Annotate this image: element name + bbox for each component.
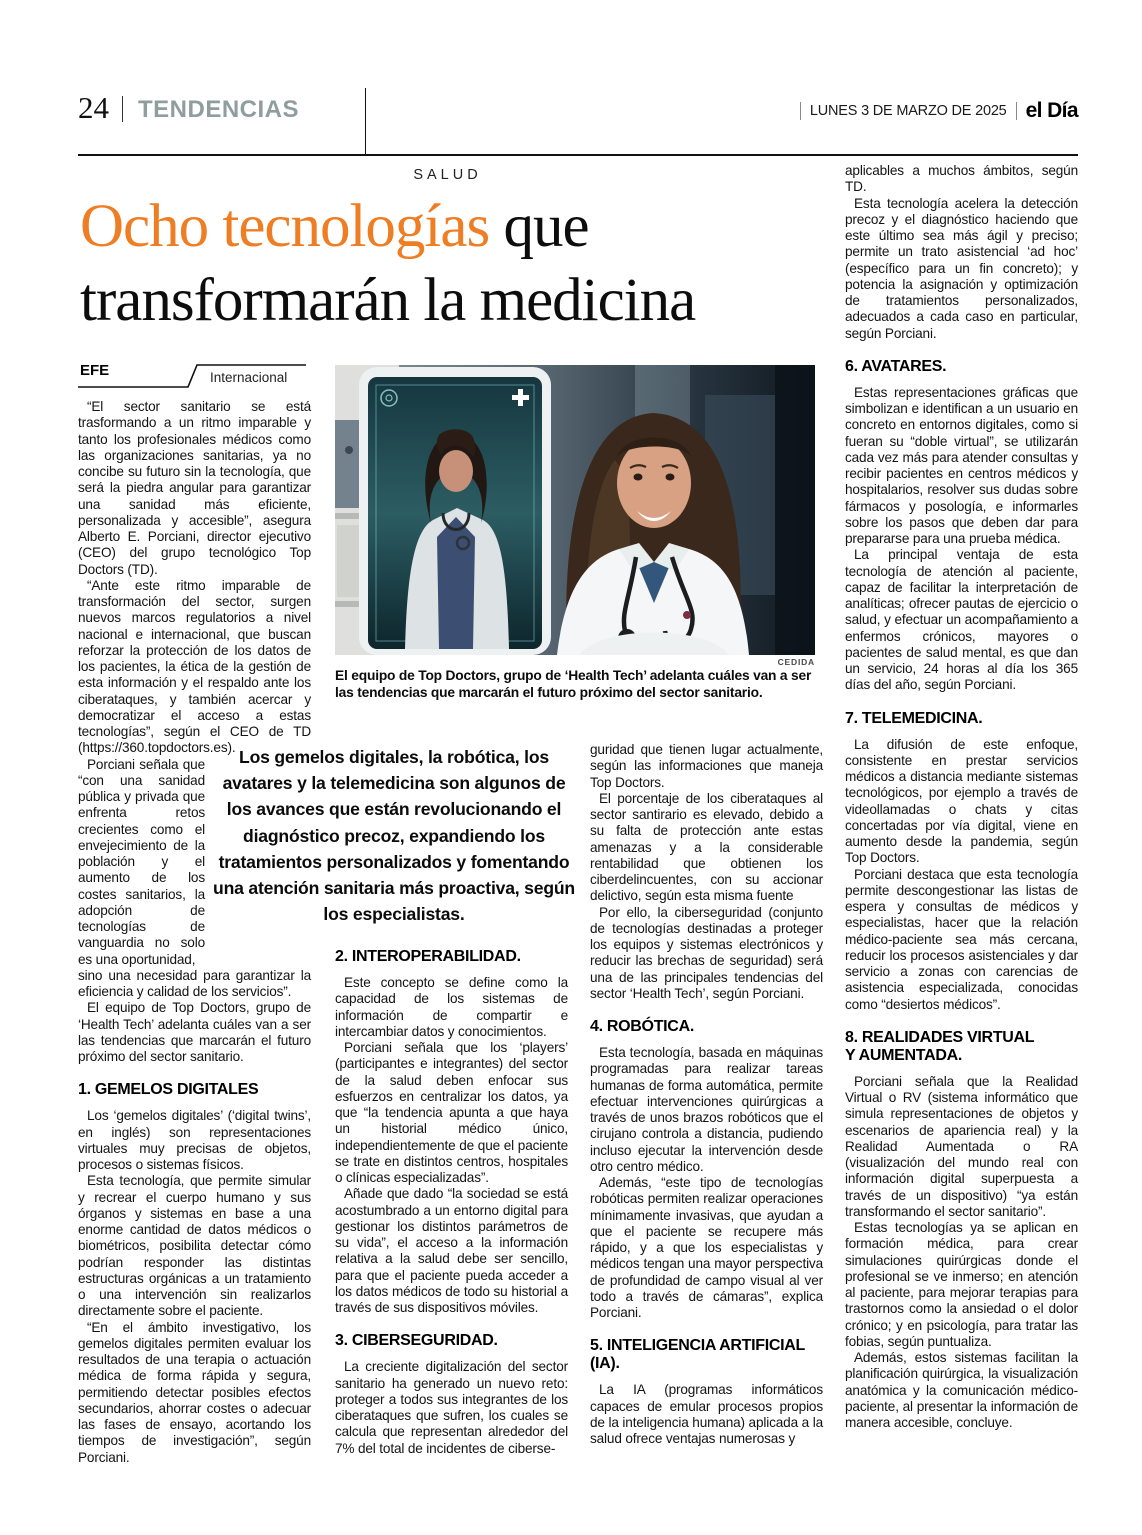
header-date-bar [800,102,801,120]
section-heading-4: 4. ROBÓTICA. [590,1018,694,1035]
body-paragraph: Estas representaciones gráficas que simbolizan e identifican a un usuario en concreto en entornos digitales, como si fueran su “doble virtual”, se utilizarán cada vez más para atender consultas y recibir pacientes en centros médicos y hospitalarios, resolver sus dudas sobre fármacos y posología, e informarles sobre los pasos que deben dar para prepararse para una prueba médica. [845,384,1078,546]
header-right [800,99,1078,123]
body-paragraph: Porciani señala que la Realidad Virtual o RV (sistema informático que simula representaciones de objetos y escenarios de apariencia real) y la Realidad Aumentada o RA (visualización del mundo real con información digital superpuesta a través de un dispositivo) “ya están transformando el sector sanitario”. [845,1073,1078,1219]
headline-tail: que [489,193,589,260]
photo-illustration [335,365,815,655]
section-heading-7: 7. TELEMEDICINA. [845,709,983,727]
body-paragraph: Los ‘gemelos digitales’ (‘digital twins’, en inglés) son representaciones virtuales muy precisas de objetos, procesos o sistemas físicos. [78,1108,311,1172]
body-paragraph: “El sector sanitario se está trasformando a un ritmo imparable y tanto los profesionales médicos como las organizaciones sanitarias, ya no concibe su futuro sin la tecnología, que será la piedra angular para garantizar una sanidad más eficiente, personalizada y accesible”, asegura Alberto E. Porciani, director ejecutivo (CEO) del grupo tecnológico Top Doctors (TD). [78,399,311,577]
section-heading-8-line1: 8. REALIDADES VIRTUAL [845,1028,1035,1046]
section-label: TENDENCIAS [138,96,300,123]
body-paragraph: La creciente digitalización del sector sanitario ha generado un nuevo reto: proteger a todos sus integrantes de los ciberataques que sufren, los cuales se calcula que representan alrededor del 7% del total de incidentes de ciberse- [335,1359,568,1456]
section-heading-2: 2. INTEROPERABILIDAD. [335,948,521,965]
header-rule [78,154,1078,156]
body-paragraph: Estas tecnologías ya se aplican en formación médica, para crear simulaciones quirúrgicas donde el profesional se ve inmerso; en atención al paciente, para mejorar terapias para trastornos como la ansiedad o el dolor crónico; y en psicología, para tratar las fobias, según puntualiza. [845,1220,1078,1349]
body-paragraph: Este concepto se define como la capacidad de los sistemas de información de compartir e intercambiar datos y conocimientos. [335,975,568,1039]
header-vertical-rule [365,88,366,154]
header-brand-bar [1016,102,1017,120]
column-1 [78,399,311,1466]
wrap-text-block [78,757,205,968]
body-paragraph: Añade que dado “la sociedad se está acostumbrado a un entorno digital para gestionar los distintos parámetros de su vida”, el acceso a la información relativa a la salud debe ser sencillo, para que el paciente pueda acceder a los datos médicos de todo su historial a través de sus dispositivos móviles. [335,1186,568,1315]
body-paragraph: La principal ventaja de esta tecnología de atención al paciente, capaz de facilitar la interpretación de analíticas; ofrecer pautas de ejercicio o salud, y efectuar un acompañamiento a enfermos crónicos, mayores o pacientes de salud mental, es que dan un servicio, 24 horas al día los 365 días del año, según Porciani. [845,547,1078,693]
kicker: SALUD [413,167,482,183]
headline [80,190,840,338]
byline-scope: Internacional [210,370,288,385]
body-paragraph: La IA (programas informáticos capaces de emular procesos propios de la inteligencia humana) aplicada a la salud ofrece ventajas numerosas y [590,1382,823,1446]
body-paragraph: aplicables a muchos ámbitos, según TD. [845,163,1078,195]
section-heading-3: 3. CIBERSEGURIDAD. [335,1332,498,1350]
section-heading-5: 5. INTELIGENCIA ARTIFICIAL (IA). [590,1337,805,1373]
byline-agency: EFE [80,362,110,379]
photo-credit: CEDIDA [777,657,815,667]
body-paragraph: “Ante este ritmo imparable de transformación del sector, surgen nuevos marcos regulatorios a nivel nacional e internacional, que buscan reforzar la protección de los datos de los pacientes, la ética de la gestión de esta información y el respaldo ante los ciberataques, y también acercar y democratizar el acceso a estas tecnologías”, según el CEO de TD (https://360.topdoctors.es). [78,577,311,756]
article-photo [335,365,815,655]
body-paragraph: Por ello, la ciberseguridad (conjunto de tecnologías destinadas a proteger los equipos y sistemas electrónicos y reducir las brechas de seguridad) será una de las principales tendencias del sector ‘Health Tech’, según Porciani. [590,904,823,1001]
column-4 [845,163,1078,1431]
deck: Los gemelos digitales, la robótica, los avatares y la telemedicina son algunos de los avances que están revolucionando el diagnóstico precoz, expandiendo los tratamientos personalizados y fomentando una atención sanitaria más proactiva, según los especialistas. [213,747,575,925]
byline [70,352,315,400]
headline-highlight: Ocho tecnologías [80,193,490,260]
body-paragraph: sino una necesidad para garantizar la eficiencia y calidad de los servicios”. [78,967,311,999]
section-heading-6: 6. AVATARES. [845,357,947,375]
body-paragraph: guridad que tienen lugar actualmente, según las informaciones que maneja Top Doctors. [590,742,823,790]
body-paragraph: Porciani señala que los ‘players’ (participantes e integrantes) del sector de la salud deben enfocar sus esfuerzos en centralizar los datos, ya que “la tendencia apunta a que haya un historial médico único, independientemente de que el paciente se trate en distintos centros, hospitales o clínicas especializadas”. [335,1040,568,1185]
body-paragraph: Esta tecnología, que permite simular y recrear el cuerpo humano y sus órganos y sistemas en base a una enorme cantidad de datos médicos o biométricos, posibilita detectar cómo podrían responder las distintas estructuras orgánicas a un tratamiento o una intervención sin realizarlos directamente sobre el paciente. [78,1173,311,1319]
body-paragraph: Porciani señala que “con una sanidad pública y privada que enfrenta retos crecientes como el envejecimiento de la población y el aumento de los costes sanitarios, la adopción de tecnologías de vanguardia no solo es una oportunidad, [78,756,205,967]
body-paragraph: Además, estos sistemas facilitan la planificación quirúrgica, la visualización anatómica y la comunicación médico-paciente, al presentar la información de manera accesible, concluye. [845,1350,1078,1430]
photo-caption: El equipo de Top Doctors, grupo de ‘Health Tech’ adelanta cuáles van a ser las tendencias que marcarán el futuro próximo del sector sanitario. [335,668,812,700]
section-heading-8-line2: Y AUMENTADA. [845,1046,962,1064]
body-paragraph: El porcentaje de los ciberataques al sector santirario es elevado, debido a su falta de protección ante estas amenazas y a la considerable rentabilidad que obtienen los ciberdelincuentes, con su accionar delictivo, según esta misma fuente [590,790,823,904]
body-paragraph: “En el ámbito investigativo, los gemelos digitales permiten evaluar los resultados de una terapia o actuación médica de forma rápida y segura, permitiendo detectar posibles efectos secundarios, ahorrar costes o adecuar las fases de ensayo, acortando los tiempos de investigación”, según Porciani. [78,1319,311,1465]
column-2 [335,948,568,1457]
body-paragraph: Porciani destaca que esta tecnología permite descongestionar las listas de espera y consultas de médicos y especialistas, hacer que la relación médico-paciente sea más cercana, reducir los procesos asistenciales y dar servicio a zonas con carencias de asistencia especializada, conocidas como “desiertos médicos”. [845,866,1078,1012]
body-paragraph: Esta tecnología, basada en máquinas programadas para realizar tareas humanas de forma automática, permite efectuar intervenciones quirúrgicas a través de unos brazos robóticos que el cirujano controla a distancia, pudiendo incluso ejecutar la intervención desde otro centro médico. [590,1045,823,1174]
body-paragraph: Además, “este tipo de tecnologías robóticas permiten realizar operaciones mínimamente invasivas, que ayudan a que el paciente se recupere más rápido, y a que los especialistas y médicos tengan una mayor perspectiva de profundidad de campo visual al ver todo a través de cámaras”, explica Porciani. [590,1175,823,1320]
brand-logo: el Día [1025,99,1078,122]
section-heading-1: 1. GEMELOS DIGITALES [78,1081,259,1099]
body-paragraph: La difusión de este enfoque, consistente en prestar servicios médicos a distancia mediante sistemas tecnológicos, por ejemplo a través de videollamadas o chats y citas concertadas por vía digital, viene en aumento desde la pandemia, según Top Doctors. [845,736,1078,866]
column-3 [590,742,823,1447]
header-divider [122,96,123,122]
body-paragraph: Esta tecnología acelera la detección precoz y el diagnóstico haciendo que este último sea más ágil y preciso; permite un trato asistencial ‘ad hoc’ (específico para un fin concreto); y potencia la asignación y optimización de tratamientos personalizados, adecuados a cada caso en particular, según Porciani. [845,195,1078,341]
headline-line2: transformarán la medicina [80,267,696,334]
page-number: 24 [78,90,109,125]
body-paragraph: El equipo de Top Doctors, grupo de ‘Health Tech’ adelanta cuáles van a ser las tendencias que marcarán el futuro próximo del sector sanitario. [78,1000,311,1064]
issue-date: LUNES 3 DE MARZO DE 2025 [809,103,1007,119]
